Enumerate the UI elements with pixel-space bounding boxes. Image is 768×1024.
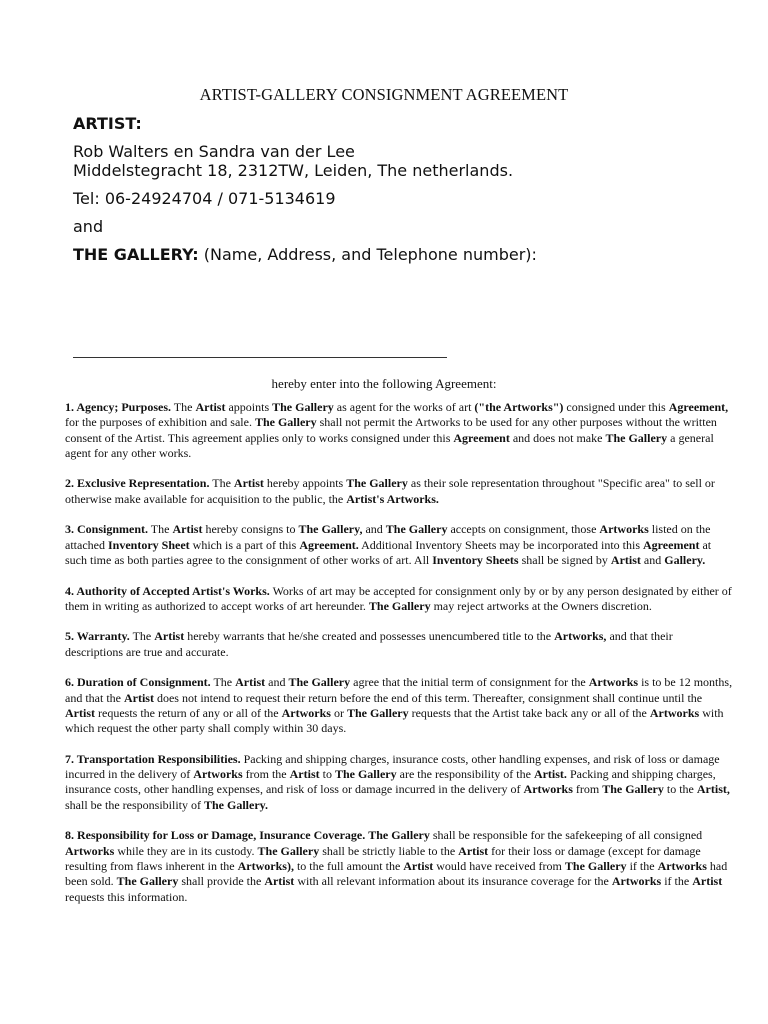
- clause-bold-text: Artist: [289, 767, 320, 782]
- clause-bold-text: Artist: [172, 522, 203, 537]
- clause-text: had been sold.: [65, 858, 728, 889]
- clause-text: shall be the responsibility of: [65, 797, 204, 812]
- clause-bold-text: The Gallery,: [298, 522, 363, 537]
- clause-text: shall not permit the Artworks to be used for any other purposes without the written consent of the Artist. This agreement applies only to works consigned under this: [65, 415, 717, 445]
- document-title: ARTIST-GALLERY CONSIGNMENT AGREEMENT: [199, 85, 569, 104]
- clause-bold-text: Artist: [154, 629, 185, 644]
- clause-bold-text: 5. Warranty.: [65, 629, 130, 644]
- clause-text: hereby warrants that he/she created and possesses unencumbered title to the: [184, 629, 555, 644]
- clause-text: and: [640, 552, 665, 567]
- clause-text: shall be strictly liable to the: [319, 843, 459, 858]
- clause-text: The: [209, 476, 234, 491]
- signature-rule: [73, 357, 447, 358]
- clause-bold-text: Artworks: [193, 767, 243, 782]
- clause-bold-text: 3. Consignment.: [65, 522, 149, 537]
- and-connector: and: [73, 217, 104, 236]
- clause-bold-text: Artist: [195, 400, 226, 414]
- clause-text: which is a part of this: [189, 537, 300, 552]
- clause-text: while they are in its custody.: [114, 843, 258, 858]
- clause-text: Packing and shipping charges, insurance costs, other handling expenses, and risk of loss or damage incurred in the delivery of: [65, 767, 716, 797]
- clause-text: as their sole representation throughout "Specific area" to sell or otherwise make available for acquisition to the public, the: [65, 476, 715, 506]
- clause-text: for the purposes of exhibition and sale.: [65, 415, 255, 430]
- clause-text: The: [210, 675, 236, 690]
- clause-2: [65, 476, 733, 507]
- clause-text: and: [362, 522, 386, 537]
- clause-text: Packing and shipping charges, insurance costs, other handling expenses, and risk of loss or damage incurred in the delivery of: [65, 751, 720, 782]
- clause-text: requests this information.: [65, 889, 188, 904]
- clause-text: agree that the initial term of consignment for the: [350, 675, 589, 690]
- clause-bold-text: Artist: [610, 552, 641, 567]
- clause-bold-text: The Gallery: [272, 400, 334, 414]
- clause-bold-text: The Gallery: [116, 874, 179, 889]
- clause-text: The: [129, 629, 155, 644]
- clause-bold-text: The Gallery: [346, 705, 409, 720]
- clause-bold-text: 6. Duration of Consignment.: [65, 675, 211, 690]
- clause-bold-text: 7. Transportation Responsibilities.: [65, 751, 241, 766]
- clause-bold-text: The Gallery: [288, 675, 351, 690]
- clause-1: [65, 400, 733, 461]
- clause-bold-text: The Gallery: [605, 430, 668, 445]
- clause-text: for their loss or damage (except for damage resulting from flaws inherent in the: [65, 843, 701, 873]
- clause-bold-text: The Gallery.: [203, 797, 268, 812]
- clause-text: The: [148, 522, 173, 537]
- clause-bold-text: Artworks: [65, 843, 115, 858]
- parties-block: [73, 114, 753, 264]
- clause-text: with which request the other party shall comply within 30 days.: [65, 705, 724, 736]
- clause-text: may reject artworks at the Owners discretion.: [430, 598, 652, 613]
- clause-bold-text: ("the Artworks"): [474, 400, 564, 414]
- gallery-line: [73, 245, 753, 264]
- clause-bold-text: The Gallery: [346, 476, 408, 491]
- clause-bold-text: The Gallery: [334, 767, 397, 782]
- clause-text: The: [171, 400, 196, 414]
- clause-text: and: [265, 675, 289, 690]
- artist-telephone: Tel: 06-24924704 / 071-5134619: [73, 189, 336, 208]
- clause-bold-text: The Gallery: [564, 858, 627, 873]
- clause-bold-text: Artist: [264, 874, 295, 889]
- clause-bold-text: Agreement: [453, 430, 510, 445]
- clause-bold-text: Artist: [458, 843, 489, 858]
- clause-text: at such time as both parties agree to the consignment of other works of art. All: [65, 537, 712, 567]
- clause-bold-text: Artist: [65, 705, 95, 720]
- clause-text: from: [572, 782, 603, 797]
- clause-text: a general agent for any other works.: [65, 430, 714, 460]
- artist-heading: ARTIST:: [73, 114, 142, 133]
- gallery-fields: (Name, Address, and Telephone number):: [203, 245, 537, 264]
- clause-text: hereby appoints: [263, 476, 347, 491]
- clause-7: [65, 752, 733, 813]
- clause-text: to the full amount the: [293, 858, 404, 873]
- clause-bold-text: Artworks: [649, 705, 700, 720]
- clause-bold-text: 4. Authority of Accepted Artist's Works.: [65, 583, 270, 598]
- clause-bold-text: Inventory Sheet: [107, 537, 190, 552]
- clause-text: accepts on consignment, those: [447, 522, 600, 537]
- clause-6: [65, 675, 733, 736]
- clause-bold-text: Artworks,: [554, 629, 607, 644]
- clause-bold-text: Artworks: [657, 858, 707, 873]
- clause-text: requests the return of any or all of the: [95, 705, 282, 720]
- clause-bold-text: The Gallery: [602, 782, 664, 797]
- clause-bold-text: Artist.: [533, 767, 567, 782]
- clause-text: as agent for the works of art: [333, 400, 475, 414]
- clause-8: [65, 828, 733, 904]
- clause-text: from the: [242, 767, 290, 782]
- clause-bold-text: Artworks: [281, 705, 331, 720]
- clause-text: shall be signed by: [518, 552, 611, 567]
- artist-name: Rob Walters en Sandra van der Lee: [73, 142, 355, 161]
- clause-text: hereby consigns to: [202, 522, 299, 537]
- clause-bold-text: Artworks: [599, 522, 649, 537]
- clause-bold-text: The Gallery: [368, 828, 430, 843]
- clause-bold-text: Artist: [123, 690, 154, 705]
- clause-bold-text: Inventory Sheets: [432, 552, 519, 567]
- clause-bold-text: The Gallery: [368, 598, 431, 613]
- clause-3: [65, 522, 733, 568]
- clause-bold-text: Artist: [692, 874, 723, 889]
- clause-text: does not intend to request their return before the end of this term. Thereafter, consignment shall continue until the: [153, 690, 703, 705]
- clause-text: and does not make: [509, 430, 606, 445]
- clause-text: listed on the attached: [65, 522, 711, 552]
- clause-text: to: [319, 767, 335, 782]
- clause-text: would have received from: [433, 858, 565, 873]
- clause-text: to the: [663, 782, 697, 797]
- clause-text: or: [330, 705, 347, 720]
- clause-text: is to be 12 months, and that the: [65, 675, 733, 705]
- clause-text: are the responsibility of the: [396, 767, 534, 782]
- gallery-heading: THE GALLERY:: [73, 245, 199, 264]
- clauses-list: [65, 400, 733, 920]
- clause-text: appoints: [225, 400, 273, 414]
- clause-5: [65, 629, 733, 660]
- clause-bold-text: 1. Agency; Purposes.: [65, 400, 171, 414]
- clause-bold-text: Artworks: [611, 874, 662, 889]
- clause-bold-text: Artworks: [588, 675, 639, 690]
- clause-text: if the: [661, 874, 693, 889]
- clause-bold-text: The Gallery: [385, 522, 448, 537]
- artist-address: Middelstegracht 18, 2312TW, Leiden, The netherlands.: [73, 161, 514, 180]
- clause-bold-text: Artworks),: [237, 858, 294, 873]
- clause-bold-text: Gallery.: [664, 552, 706, 567]
- clause-bold-text: Agreement,: [668, 400, 729, 414]
- clause-bold-text: 8. Responsibility for Loss or Damage, Insurance Coverage.: [65, 828, 366, 843]
- clause-bold-text: Agreement: [643, 537, 700, 552]
- clause-bold-text: Artist,: [696, 782, 730, 797]
- clause-bold-text: Artist's Artworks.: [346, 491, 439, 506]
- clause-text: shall be responsible for the safekeeping of all consigned: [429, 828, 703, 843]
- clause-text: Works of art may be accepted for consignment only by or by any person designated by either of them in writing as authorized to accept works of art hereunder.: [65, 583, 732, 613]
- clause-text: requests that the Artist take back any or all of the: [408, 705, 650, 720]
- clause-bold-text: 2. Exclusive Representation.: [65, 476, 210, 491]
- clause-bold-text: The Gallery: [257, 843, 320, 858]
- clause-bold-text: The Gallery: [254, 415, 317, 430]
- clause-bold-text: Artist: [403, 858, 434, 873]
- clause-bold-text: Agreement.: [299, 537, 359, 552]
- clause-text: Additional Inventory Sheets may be incorporated into this: [358, 537, 644, 552]
- enter-agreement-text: hereby enter into the following Agreement:: [271, 376, 497, 391]
- clause-bold-text: Artworks: [523, 782, 573, 797]
- clause-text: with all relevant information about its insurance coverage for the: [294, 874, 612, 889]
- clause-bold-text: Artist: [233, 476, 264, 491]
- clause-4: [65, 584, 733, 615]
- clause-bold-text: Artist: [235, 675, 266, 690]
- clause-text: shall provide the: [178, 874, 265, 889]
- clause-text: consigned under this: [563, 400, 669, 414]
- clause-text: and that their descriptions are true and accurate.: [65, 629, 673, 659]
- clause-text: if the: [626, 858, 658, 873]
